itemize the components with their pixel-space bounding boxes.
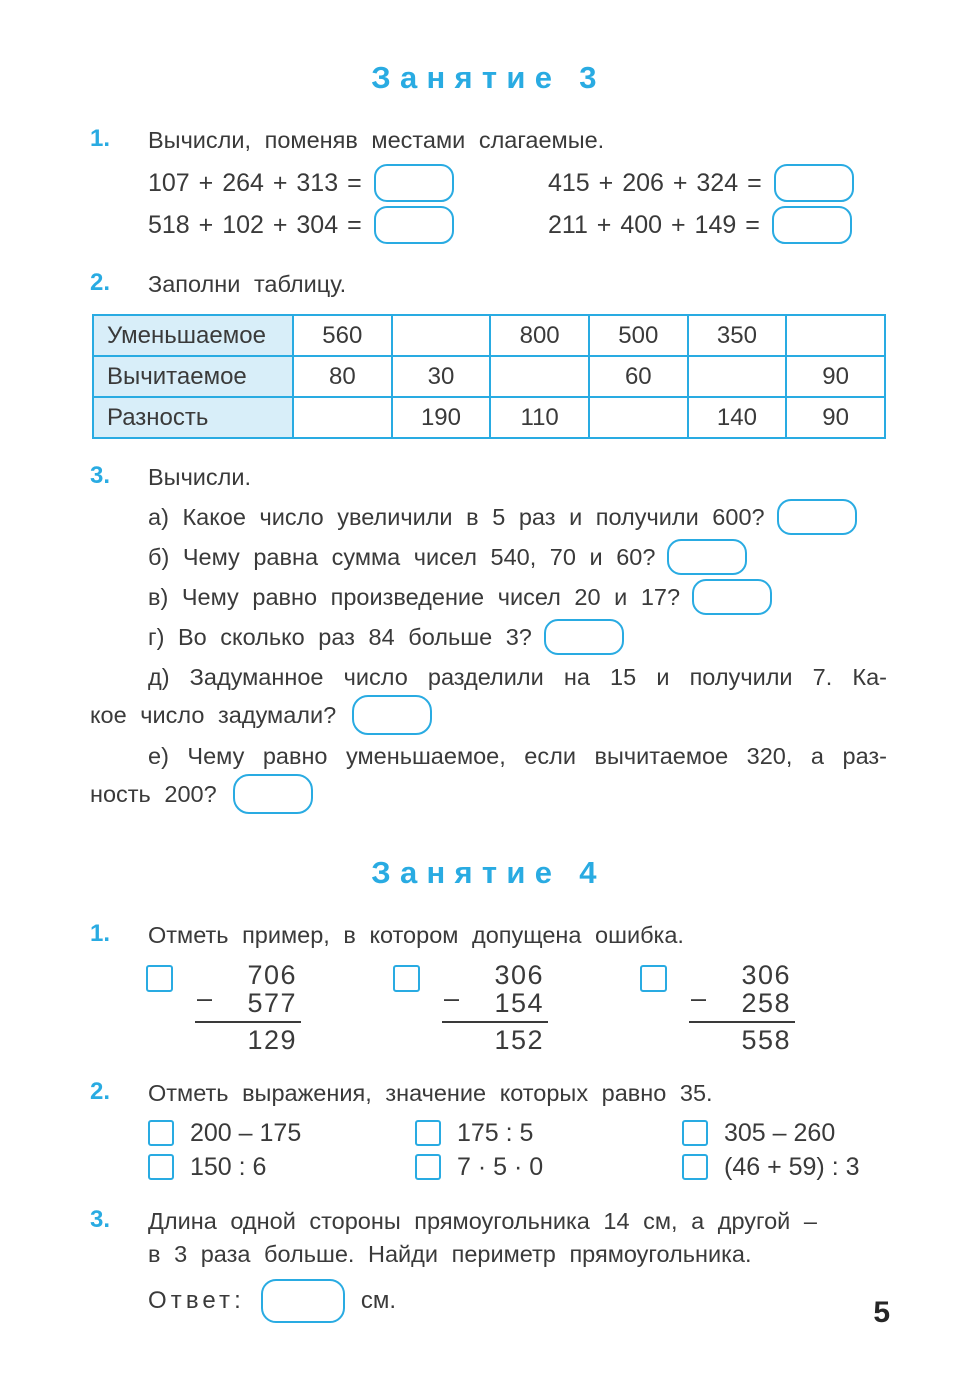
table-cell: 60	[589, 356, 688, 397]
subtraction-option	[393, 961, 640, 1055]
table-row	[93, 356, 885, 397]
equation-text: 518 + 102 + 304 =	[148, 210, 362, 239]
equation-text: 107 + 264 + 313 =	[148, 168, 362, 197]
minus-sign: –	[197, 983, 213, 1013]
table-cell: 350	[688, 315, 787, 356]
question-item	[148, 537, 887, 577]
question-line2	[90, 694, 887, 736]
minuend: 306	[741, 960, 791, 990]
equation	[548, 204, 887, 246]
answer-label: Ответ:	[148, 1287, 245, 1314]
question-text: б) Чему равна сумма чисел 540, 70 и 60?	[148, 543, 656, 570]
difference: 558	[741, 1025, 791, 1055]
table-cell-empty[interactable]	[392, 315, 491, 356]
lesson3-title: Занятие 3	[371, 60, 606, 95]
expression-option	[148, 1117, 415, 1149]
lesson4-task2-header	[90, 1077, 887, 1109]
table-cell: 30	[392, 356, 491, 397]
answer-box[interactable]	[261, 1279, 345, 1323]
table-cell-empty[interactable]	[490, 356, 589, 397]
expression-text: 7 · 5 · 0	[457, 1152, 544, 1181]
table-cell-empty[interactable]	[688, 356, 787, 397]
answer-box[interactable]	[774, 164, 854, 202]
question-text-line1: д) Задуманное число разделили на 15 и получили 7. Ка-	[148, 664, 887, 690]
question-text: в) Чему равно произведение чисел 20 и 17?	[148, 583, 681, 610]
equation	[548, 162, 887, 204]
task-instruction: Заполни таблицу.	[148, 271, 347, 297]
expression-option	[682, 1117, 887, 1149]
checkbox[interactable]	[148, 1120, 174, 1146]
table-cell-empty[interactable]	[293, 397, 392, 438]
subtraction-table	[92, 314, 886, 439]
question-text-line2: кое число задумали?	[90, 701, 337, 728]
lesson3-task1-equations	[148, 162, 887, 246]
column-subtraction	[195, 961, 301, 1055]
expression-text: 175 : 5	[457, 1118, 534, 1147]
subtrahend: 154	[494, 988, 544, 1018]
table-cell: 90	[786, 356, 885, 397]
subtrahend: 577	[247, 988, 297, 1018]
checkbox[interactable]	[148, 1154, 174, 1180]
task-number: 1.	[90, 920, 111, 947]
difference: 129	[247, 1025, 297, 1055]
subtraction-option	[640, 961, 887, 1055]
minus-sign: –	[444, 983, 460, 1013]
lesson4-task3-answer	[148, 1279, 887, 1323]
answer-box[interactable]	[544, 619, 624, 655]
row-header: Уменьшаемое	[93, 315, 293, 356]
expression-option	[682, 1151, 887, 1183]
table-cell: 190	[392, 397, 491, 438]
task-number: 3.	[90, 1206, 111, 1233]
answer-box[interactable]	[667, 539, 747, 575]
table-cell: 140	[688, 397, 787, 438]
question-item	[148, 497, 887, 537]
lesson4-task1-header	[90, 919, 887, 951]
table-cell: 80	[293, 356, 392, 397]
answer-box[interactable]	[777, 499, 857, 535]
expression-text: (46 + 59) : 3	[724, 1152, 860, 1181]
answer-box[interactable]	[692, 579, 772, 615]
column-subtraction	[442, 961, 548, 1055]
expression-text: 150 : 6	[190, 1152, 267, 1181]
lesson3-task1-header	[90, 124, 887, 156]
question-item-wrapped	[90, 660, 887, 736]
answer-box[interactable]	[772, 206, 852, 244]
word-problem-line1: Длина одной стороны прямоугольника 14 см, а другой –	[148, 1208, 817, 1234]
answer-box[interactable]	[374, 164, 454, 202]
question-item-wrapped	[90, 739, 887, 815]
table-cell: 500	[589, 315, 688, 356]
table-row	[93, 315, 885, 356]
lesson4-task3-header	[90, 1205, 887, 1271]
task-number: 3.	[90, 462, 111, 489]
subtraction-option	[146, 961, 393, 1055]
answer-box[interactable]	[374, 206, 454, 244]
question-text: г) Во сколько раз 84 больше 3?	[148, 623, 532, 650]
checkbox[interactable]	[415, 1120, 441, 1146]
expression-option	[415, 1151, 682, 1183]
equation	[148, 204, 548, 246]
lesson4-title: Занятие 4	[371, 855, 606, 890]
answer-box[interactable]	[352, 695, 432, 735]
checkbox[interactable]	[146, 965, 173, 992]
question-line2	[90, 773, 887, 815]
lesson4-task1-subtractions	[146, 961, 887, 1055]
checkbox[interactable]	[682, 1120, 708, 1146]
task-number: 1.	[90, 125, 111, 152]
question-text-line2: ность 200?	[90, 780, 217, 807]
page-number: 5	[873, 1296, 890, 1329]
question-item	[148, 577, 887, 617]
equation-text: 211 + 400 + 149 =	[548, 210, 760, 239]
checkbox[interactable]	[393, 965, 420, 992]
row-header: Разность	[93, 397, 293, 438]
task-instruction: Отметь пример, в котором допущена ошибка.	[148, 922, 684, 948]
answer-unit: см.	[360, 1287, 397, 1314]
equation-text: 415 + 206 + 324 =	[548, 168, 762, 197]
task-number: 2.	[90, 269, 111, 296]
lesson3-task3-header	[90, 461, 887, 493]
subtrahend: 258	[741, 988, 791, 1018]
checkbox[interactable]	[682, 1154, 708, 1180]
minuend: 306	[494, 960, 544, 990]
table-cell-empty[interactable]	[589, 397, 688, 438]
table-cell: 560	[293, 315, 392, 356]
difference: 152	[494, 1025, 544, 1055]
lesson3-task3-items	[90, 497, 887, 657]
expression-text: 200 – 175	[190, 1118, 302, 1147]
question-text: а) Какое число увеличили в 5 раз и получили 600?	[148, 503, 765, 530]
expression-option	[415, 1117, 682, 1149]
table-cell-empty[interactable]	[786, 315, 885, 356]
question-item	[148, 617, 887, 657]
expression-text: 305 – 260	[724, 1118, 836, 1147]
minuend: 706	[247, 960, 297, 990]
word-problem-line2: в 3 раза больше. Найди периметр прямоугольника.	[148, 1241, 752, 1267]
checkbox[interactable]	[415, 1154, 441, 1180]
minus-sign: –	[691, 983, 707, 1013]
task-instruction: Вычисли, поменяв местами слагаемые.	[148, 127, 605, 153]
word-problem	[148, 1205, 817, 1271]
task-instruction: Вычисли.	[148, 464, 252, 490]
table-cell: 110	[490, 397, 589, 438]
table-row	[93, 397, 885, 438]
answer-box[interactable]	[233, 774, 313, 814]
column-subtraction	[689, 961, 795, 1055]
question-text-line1: е) Чему равно уменьшаемое, если вычитаемое 320, а раз-	[148, 743, 887, 769]
task-instruction: Отметь выражения, значение которых равно 35.	[148, 1080, 713, 1106]
equation	[148, 162, 548, 204]
lesson4-task2-expressions	[148, 1117, 887, 1183]
table-cell: 800	[490, 315, 589, 356]
task-number: 2.	[90, 1078, 111, 1105]
expression-option	[148, 1151, 415, 1183]
checkbox[interactable]	[640, 965, 667, 992]
table-cell: 90	[786, 397, 885, 438]
lesson3-task2-header	[90, 268, 887, 300]
row-header: Вычитаемое	[93, 356, 293, 397]
